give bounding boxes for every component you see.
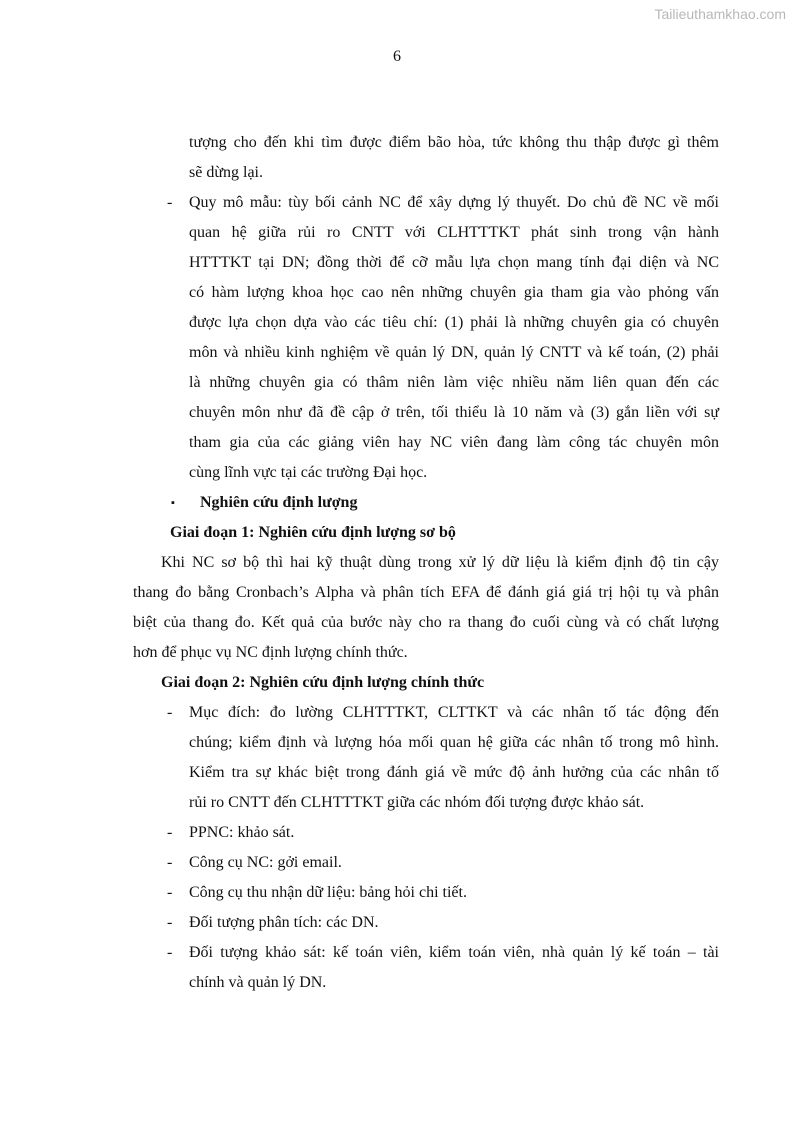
list-item-purpose — [133, 698, 719, 818]
text-line: Khi NC sơ bộ thì hai kỹ thuật dùng trong xử lý dữ liệu là kiểm định độ tin cậy — [161, 554, 719, 571]
dash-marker: - — [167, 824, 173, 841]
text-line: được lựa chọn dựa vào các tiêu chí: (1) phải là những chuyên gia có chuyên — [189, 314, 719, 331]
text-line: HTTTKT tại DN; đồng thời để cỡ mẫu lựa chọn mang tính đại diện và NC — [189, 254, 719, 271]
text-line: môn và nhiều kinh nghiệm về quản lý DN, quản lý CNTT và kế toán, (2) phải — [189, 344, 719, 361]
text-line — [133, 698, 719, 728]
phase1-heading: Giai đoạn 1: Nghiên cứu định lượng sơ bộ — [170, 524, 456, 541]
dash-marker: - — [167, 194, 173, 211]
phase2-heading: Giai đoạn 2: Nghiên cứu định lượng chính thức — [161, 674, 485, 691]
text-line: là những chuyên gia có thâm niên làm việc nhiều năm liên quan đến các — [189, 374, 719, 391]
text-line-content: Đối tượng phân tích: các DN. — [189, 914, 379, 931]
text-line — [133, 938, 719, 968]
page-number: 6 — [393, 48, 401, 65]
dash-marker: - — [167, 704, 173, 721]
text-line: có hàm lượng khoa học cao nên những chuyên gia tham gia vào phỏng vấn — [189, 284, 719, 301]
text-line: cùng lĩnh vực tại các trường Đại học. — [189, 464, 428, 481]
section-heading — [133, 488, 719, 518]
text-line-content: PPNC: khảo sát. — [189, 824, 295, 841]
text-line-content: Công cụ NC: gởi email. — [189, 854, 342, 871]
text-line: rủi ro CNTT đến CLHTTTKT giữa các nhóm đối tượng được khảo sát. — [189, 794, 645, 811]
text-line: hơn để phục vụ NC định lượng chính thức. — [133, 644, 408, 661]
text-line: biệt của thang đo. Kết quả của bước này cho ra thang đo cuối cùng và có chất lượng — [133, 614, 719, 631]
text-line: sẽ dừng lại. — [189, 164, 263, 181]
dash-marker: - — [167, 914, 173, 931]
text-line: chuyên môn như đã đề cập ở trên, tối thiểu là 10 năm và (3) gắn liền với sự — [189, 404, 719, 421]
document-body — [133, 128, 719, 998]
watermark: Tailieuthamkhao.com — [654, 6, 786, 22]
text-line: chúng; kiểm định và lượng hóa mối quan hệ giữa các nhân tố trong mô hình. — [189, 734, 719, 751]
text-line: tượng cho đến khi tìm được điểm bão hòa, tức không thu thập được gì thêm — [189, 134, 719, 151]
section-heading-text: Nghiên cứu định lượng — [200, 494, 358, 511]
text-line-content: Công cụ thu nhận dữ liệu: bảng hỏi chi tiết. — [189, 884, 467, 901]
list-item-analysis-object — [133, 908, 719, 938]
text-line: tham gia của các giảng viên hay NC viên đang làm công tác chuyên môn — [189, 434, 719, 451]
text-line — [133, 188, 719, 218]
list-item-sample-size — [133, 188, 719, 488]
text-line: thang đo bằng Cronbach’s Alpha và phân tích EFA để đánh giá giá trị hội tụ và phân — [133, 584, 719, 601]
text-line-content: Đối tượng khảo sát: kế toán viên, kiểm toán viên, nhà quản lý kế toán – tài — [189, 944, 719, 961]
text-line: quan hệ giữa rủi ro CNTT với CLHTTTKT phát sinh trong vận hành — [189, 224, 719, 241]
list-item-tool — [133, 848, 719, 878]
square-bullet-icon: ▪ — [171, 497, 175, 509]
text-line-content: Quy mô mẫu: tùy bối cảnh NC để xây dựng lý thuyết. Do chủ đề NC về mối — [189, 194, 719, 211]
text-line: chính và quản lý DN. — [189, 974, 327, 991]
phase1-paragraph — [133, 548, 719, 668]
dash-marker: - — [167, 854, 173, 871]
text-line-content: Mục đích: đo lường CLHTTTKT, CLTTKT và các nhân tố tác động đến — [189, 704, 719, 721]
list-item-method — [133, 818, 719, 848]
dash-marker: - — [167, 884, 173, 901]
dash-marker: - — [167, 944, 173, 961]
text-line: Kiểm tra sự khác biệt trong đánh giá về mức độ ảnh hưởng của các nhân tố — [189, 764, 719, 781]
list-item-survey-object — [133, 938, 719, 998]
list-item-data-tool — [133, 878, 719, 908]
